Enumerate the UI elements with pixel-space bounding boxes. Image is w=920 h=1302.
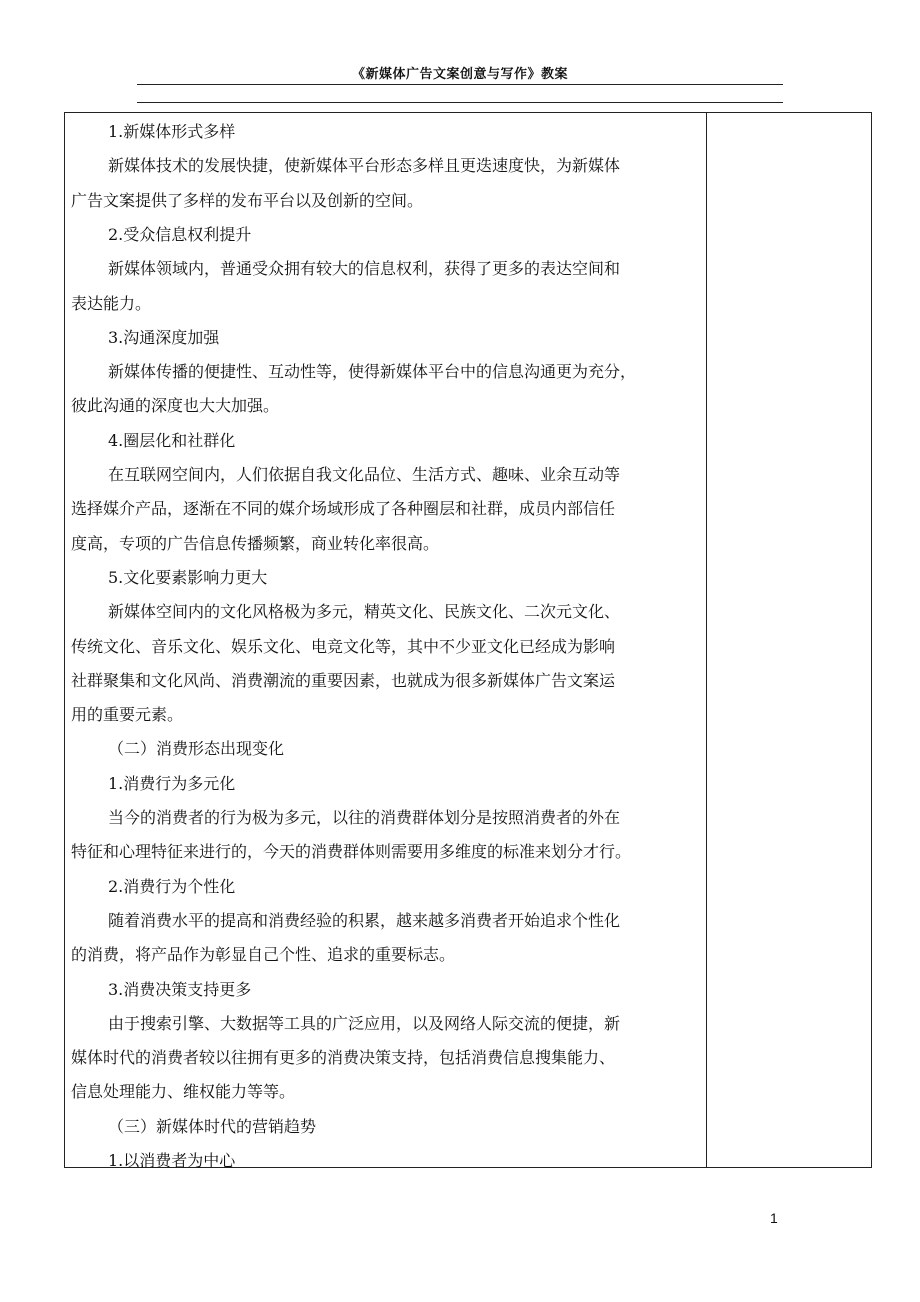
paragraph-continuation-line: 选择媒介产品，逐渐在不同的媒介场域形成了各种圈层和社群，成员内部信任 [71, 499, 616, 519]
paragraph-line: 新媒体领域内，普通受众拥有较大的信息权利，获得了更多的表达空间和 [108, 259, 621, 279]
paragraph-line: （三）新媒体时代的营销趋势 [108, 1116, 317, 1136]
paragraph-continuation-line: 社群聚集和文化风尚、消费潮流的重要因素，也就成为很多新媒体广告文案运 [71, 670, 616, 690]
paragraph-line: 3.沟通深度加强 [108, 327, 220, 347]
paragraph-line: 4.圈层化和社群化 [108, 430, 236, 450]
paragraph-line: 2.消费行为个性化 [108, 876, 236, 896]
paragraph-line: 2.受众信息权利提升 [108, 224, 252, 244]
paragraph-continuation-line: 信息处理能力、维权能力等等。 [71, 1082, 296, 1102]
paragraph-line: 3.消费决策支持更多 [108, 979, 252, 999]
paragraph-continuation-line: 表达能力。 [71, 293, 152, 313]
paragraph-line: 1.新媒体形式多样 [108, 122, 236, 141]
paragraph-continuation-line: 的消费，将产品作为彰显自己个性、追求的重要标志。 [71, 945, 456, 965]
paragraph-line: （二）消费形态出现变化 [108, 739, 285, 759]
paragraph-line: 随着消费水平的提高和消费经验的积累，越来越多消费者开始追求个性化 [108, 910, 621, 930]
header-rule-top [137, 84, 783, 85]
paragraph-line: 5.文化要素影响力更大 [108, 567, 268, 587]
paragraph-line: 在互联网空间内，人们依据自我文化品位、生活方式、趣味、业余互动等 [108, 465, 621, 484]
paragraph-line: 由于搜索引擎、大数据等工具的广泛应用，以及网络人际交流的便捷，新 [108, 1013, 621, 1033]
paragraph-continuation-line: 用的重要元素。 [71, 705, 184, 725]
paragraph-line: 新媒体空间内的文化风格极为多元，精英文化、民族文化、二次元文化、 [108, 602, 621, 622]
page-header-title: 《新媒体广告文案创意与写作》教案 [351, 67, 568, 82]
paragraph-continuation-line: 特征和心理特征来进行的，今天的消费群体则需要用多维度的标准来划分才行。 [71, 842, 632, 862]
paragraph-continuation-line: 传统文化、音乐文化、娱乐文化、电竞文化等，其中不少亚文化已经成为影响 [71, 636, 616, 656]
paragraph-continuation-line: 广告文案提供了多样的发布平台以及创新的空间。 [71, 190, 424, 210]
paragraph-continuation-line: 彼此沟通的深度也大大加强。 [71, 396, 280, 416]
paragraph-line: 1.以消费者为中心 [108, 1151, 236, 1170]
paragraph-line: 1.消费行为多元化 [108, 773, 236, 793]
page-number: 1 [770, 1210, 778, 1226]
paragraph-line: 新媒体技术的发展快捷，使新媒体平台形态多样且更迭速度快，为新媒体 [108, 156, 621, 176]
paragraph-line: 当今的消费者的行为极为多元，以往的消费群体划分是按照消费者的外在 [108, 808, 621, 827]
paragraph-continuation-line: 度高，专项的广告信息传播频繁，商业转化率很高。 [71, 533, 440, 553]
paragraph-continuation-line: 媒体时代的消费者较以往拥有更多的消费决策支持，包括消费信息搜集能力、 [71, 1048, 616, 1068]
header-rule-bottom [137, 102, 783, 103]
paragraph-line: 新媒体传播的便捷性、互动性等，使得新媒体平台中的信息沟通更为充分， [108, 362, 637, 382]
